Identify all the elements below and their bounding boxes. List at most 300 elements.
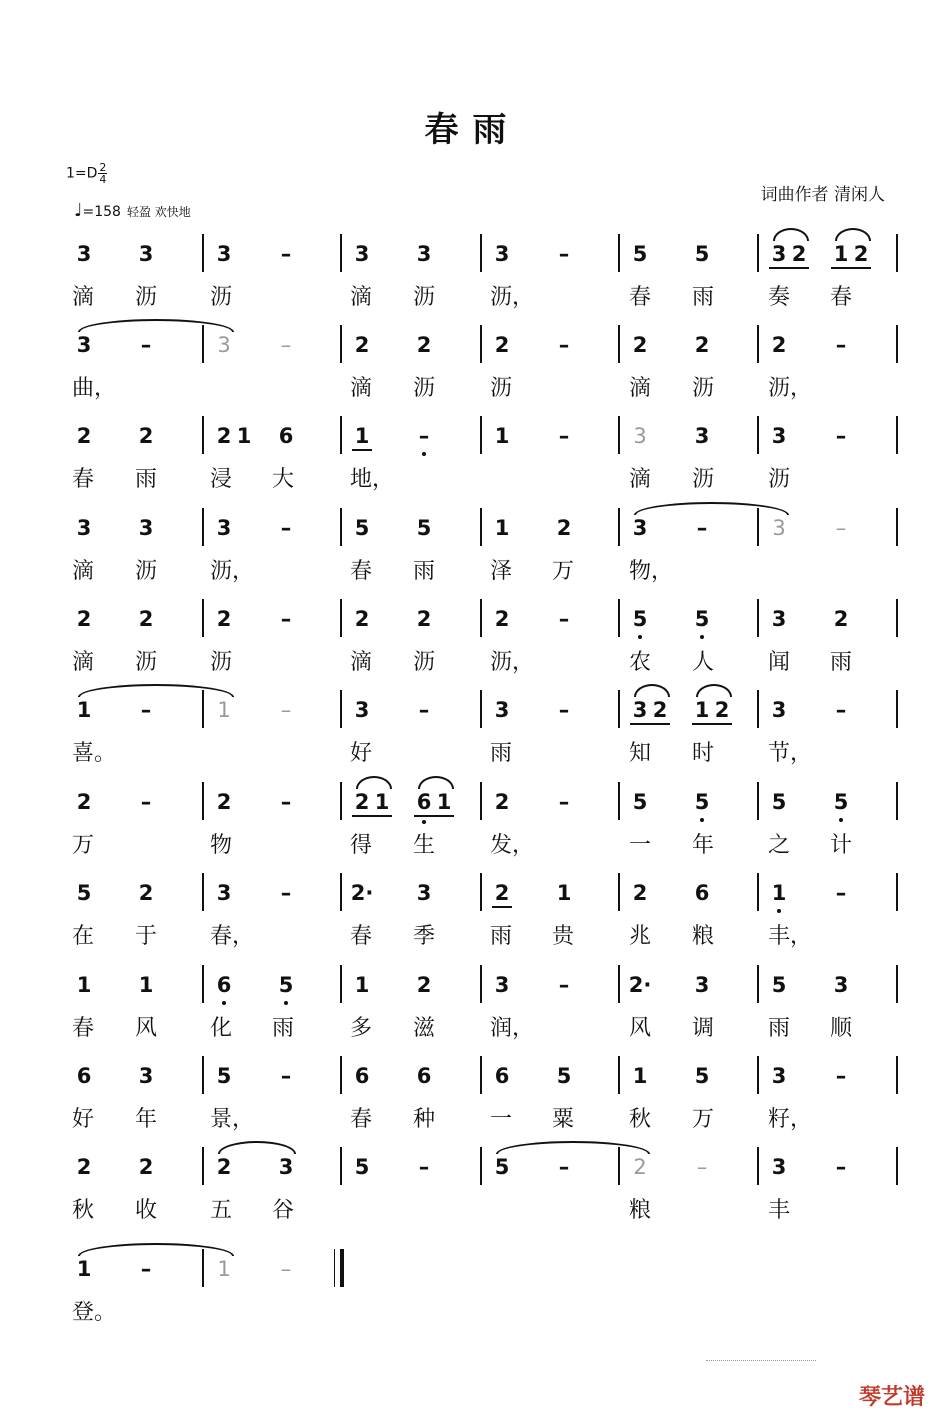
barline: [340, 873, 342, 911]
note: –: [558, 698, 570, 722]
note: 2: [76, 424, 92, 448]
barline: [618, 599, 620, 637]
lyric: 大: [272, 467, 295, 492]
note: 3: [138, 1064, 154, 1088]
note: 2: [633, 1155, 647, 1179]
barline: [480, 416, 482, 454]
lyric: 调: [692, 1016, 715, 1041]
note: 3: [626, 698, 654, 722]
barline: [896, 508, 898, 546]
note: 2: [76, 1155, 92, 1179]
note: –: [140, 698, 152, 722]
note: 5: [216, 1064, 232, 1088]
low-octave-dot: [422, 452, 426, 456]
note: 2: [847, 242, 875, 266]
barline: [896, 1056, 898, 1094]
barline: [202, 416, 204, 454]
lyric: 发，: [490, 833, 535, 858]
note: 2: [833, 607, 849, 631]
note: 2: [646, 698, 674, 722]
note: –: [558, 242, 570, 266]
note: 5: [694, 242, 710, 266]
note: 2: [138, 424, 154, 448]
note: –: [835, 881, 847, 905]
lyric: 得: [350, 833, 373, 858]
barline: [202, 1147, 204, 1185]
note: 3: [76, 242, 92, 266]
lyric: 节，: [768, 741, 813, 766]
note: –: [835, 333, 847, 357]
lyric: 滴: [629, 376, 652, 401]
barline: [896, 416, 898, 454]
lyric: 滴: [629, 467, 652, 492]
note: –: [835, 1064, 847, 1088]
note: –: [558, 790, 570, 814]
note: –: [835, 424, 847, 448]
lyric: 春: [830, 285, 853, 310]
note: 1: [688, 698, 716, 722]
note: 2: [494, 607, 510, 631]
note: 2·: [350, 881, 374, 905]
lyric: 滴: [350, 285, 373, 310]
lyric: 生: [413, 833, 436, 858]
note: 2: [771, 333, 787, 357]
key-signature: [66, 162, 107, 185]
note: 3: [278, 1155, 294, 1179]
final-barline: [340, 1249, 344, 1287]
barline: [480, 782, 482, 820]
note: 3: [771, 1155, 787, 1179]
note: –: [280, 607, 292, 631]
lyric: 雨: [135, 467, 158, 492]
lyric: 沥: [413, 650, 436, 675]
barline: [480, 1147, 482, 1185]
note: 3: [354, 698, 370, 722]
lyric: 丰: [768, 1198, 791, 1223]
note: –: [558, 1155, 570, 1179]
lyric: 雨: [413, 559, 436, 584]
note: 3: [833, 973, 849, 997]
lyric: 知: [629, 741, 652, 766]
note: 3: [494, 698, 510, 722]
lyric: 雨: [490, 741, 513, 766]
note: 6: [694, 881, 710, 905]
note: 2: [708, 698, 736, 722]
barline: [480, 325, 482, 363]
note: 2: [354, 607, 370, 631]
lyric: 顺: [830, 1016, 853, 1041]
note: 3: [632, 516, 648, 540]
lyric: 春: [350, 559, 373, 584]
lyric: 时: [692, 741, 715, 766]
lyric: 一: [490, 1107, 513, 1132]
note: 1: [217, 698, 231, 722]
note: –: [418, 1155, 430, 1179]
barline: [896, 690, 898, 728]
lyric: 兆: [629, 924, 652, 949]
lyric: 五: [210, 1198, 233, 1223]
note: 2: [416, 607, 432, 631]
note: 6: [278, 424, 294, 448]
lyric: 雨: [830, 650, 853, 675]
composer-credit: 词曲作者 清闲人: [760, 185, 885, 205]
note: 2: [216, 424, 232, 448]
lyric: 沥: [413, 285, 436, 310]
note: –: [558, 333, 570, 357]
note: 3: [494, 973, 510, 997]
low-octave-dot: [422, 820, 426, 824]
note: 2: [416, 333, 432, 357]
barline: [757, 965, 759, 1003]
note: 2: [216, 607, 232, 631]
note: 5: [833, 790, 849, 814]
note: 2: [348, 790, 376, 814]
barline: [757, 873, 759, 911]
note: –: [696, 516, 708, 540]
lyric: 贵: [552, 924, 575, 949]
barline: [896, 782, 898, 820]
lyric: 滴: [72, 285, 95, 310]
time-bottom: 4: [99, 173, 107, 186]
lyric: 粮: [629, 1198, 652, 1223]
note: 5: [694, 790, 710, 814]
score-line: [0, 881, 945, 971]
barline: [896, 873, 898, 911]
lyric: 春: [350, 924, 373, 949]
barline: [480, 234, 482, 272]
barline: [618, 690, 620, 728]
lyric: 春: [72, 1016, 95, 1041]
barline: [480, 1056, 482, 1094]
note: 3: [772, 516, 786, 540]
barline: [480, 873, 482, 911]
note: –: [835, 1155, 847, 1179]
lyric: 沥: [692, 467, 715, 492]
lyric: 滴: [72, 650, 95, 675]
note: 1: [494, 424, 510, 448]
barline: [340, 325, 342, 363]
quarter-note-icon: ♩: [74, 200, 83, 221]
lyric: 登。: [72, 1300, 117, 1325]
lyric: 沥，: [768, 376, 813, 401]
note: 3: [354, 242, 370, 266]
note: 3: [694, 424, 710, 448]
note: 3: [771, 424, 787, 448]
note: 5: [632, 607, 648, 631]
barline: [340, 508, 342, 546]
note: –: [696, 1155, 708, 1179]
score-line: [0, 333, 945, 423]
lyric: 春: [629, 285, 652, 310]
note: 3: [765, 242, 793, 266]
note: 3: [138, 242, 154, 266]
barline: [202, 873, 204, 911]
barline: [340, 416, 342, 454]
barline: [618, 325, 620, 363]
tempo-marking: [74, 200, 191, 221]
note: 1: [217, 1257, 231, 1281]
barline: [757, 1056, 759, 1094]
note: 1: [494, 516, 510, 540]
lyric: 收: [135, 1198, 158, 1223]
tie-slur: [835, 228, 871, 241]
barline: [340, 599, 342, 637]
note: 5: [556, 1064, 572, 1088]
barline: [340, 690, 342, 728]
note: 3: [416, 881, 432, 905]
time-signature: [98, 162, 107, 185]
note: 2: [138, 1155, 154, 1179]
note: 1: [348, 424, 376, 448]
barline: [757, 1147, 759, 1185]
note: 2: [694, 333, 710, 357]
barline: [896, 599, 898, 637]
note: 3: [633, 424, 647, 448]
lyric: 沥: [768, 467, 791, 492]
note: 2: [632, 333, 648, 357]
lyric: 曲，: [72, 376, 117, 401]
note: 3: [771, 1064, 787, 1088]
note: –: [280, 1257, 292, 1281]
note: 3: [416, 242, 432, 266]
lyric: 万: [552, 559, 575, 584]
lyric: 雨: [768, 1016, 791, 1041]
note: 3: [771, 698, 787, 722]
lyric: 年: [692, 833, 715, 858]
note: –: [558, 424, 570, 448]
score-line: [0, 698, 945, 788]
barline: [757, 782, 759, 820]
lyric: 籽，: [768, 1107, 813, 1132]
barline: [480, 508, 482, 546]
barline: [340, 965, 342, 1003]
note: 6: [494, 1064, 510, 1088]
score-line: [0, 790, 945, 880]
barline: [896, 325, 898, 363]
note: 5: [632, 242, 648, 266]
lyric: 人: [692, 650, 715, 675]
barline: [340, 1147, 342, 1185]
note: 1: [76, 973, 92, 997]
barline: [202, 234, 204, 272]
time-top: 2: [99, 161, 107, 174]
note: 5: [278, 973, 294, 997]
note: 3: [138, 516, 154, 540]
lyric: 谷: [272, 1198, 295, 1223]
page-title: 春雨: [424, 110, 521, 150]
low-octave-dot: [839, 818, 843, 822]
note: –: [835, 516, 847, 540]
lyric: 景，: [210, 1107, 255, 1132]
note: 2: [494, 790, 510, 814]
lyric: 沥: [210, 285, 233, 310]
lyric: 于: [135, 924, 158, 949]
barline: [480, 965, 482, 1003]
note: 1: [354, 973, 370, 997]
note: 5: [694, 1064, 710, 1088]
low-octave-dot: [638, 635, 642, 639]
watermark-logo: 琴艺谱: [858, 1385, 925, 1410]
note: –: [140, 1257, 152, 1281]
low-octave-dot: [700, 818, 704, 822]
note: 2: [785, 242, 813, 266]
note: 5: [694, 607, 710, 631]
lyric: 之: [768, 833, 791, 858]
lyric: 万: [692, 1107, 715, 1132]
note: 5: [354, 1155, 370, 1179]
lyric: 沥: [490, 376, 513, 401]
lyric: 沥，: [490, 650, 535, 675]
footer-divider: [706, 1360, 816, 1361]
lyric: 雨: [272, 1016, 295, 1041]
lyric: 万: [72, 833, 95, 858]
note: 6: [216, 973, 232, 997]
note: –: [558, 607, 570, 631]
barline: [340, 234, 342, 272]
note: 2: [632, 881, 648, 905]
barline: [202, 782, 204, 820]
lyric: 春，: [210, 924, 255, 949]
score-line: [0, 1064, 945, 1154]
barline: [340, 782, 342, 820]
note: 3: [694, 973, 710, 997]
lyric: 粮: [692, 924, 715, 949]
note: –: [558, 973, 570, 997]
note: 6: [410, 790, 438, 814]
lyric: 滴: [350, 650, 373, 675]
note: 5: [76, 881, 92, 905]
note: 3: [76, 333, 92, 357]
note: 1: [430, 790, 458, 814]
note: 2: [354, 333, 370, 357]
barline: [202, 508, 204, 546]
lyric: 农: [629, 650, 652, 675]
low-octave-dot: [700, 635, 704, 639]
lyric: 雨: [692, 285, 715, 310]
note: 1: [76, 698, 92, 722]
note: 2: [216, 1155, 232, 1179]
note: 5: [771, 790, 787, 814]
note: 2: [76, 790, 92, 814]
note: 5: [494, 1155, 510, 1179]
lyric: 春: [350, 1107, 373, 1132]
barline: [480, 599, 482, 637]
note: 1: [138, 973, 154, 997]
barline: [618, 416, 620, 454]
lyric: 泽: [490, 559, 513, 584]
barline: [340, 1056, 342, 1094]
lyric: 雨: [490, 924, 513, 949]
note: 2: [138, 607, 154, 631]
lyric: 沥: [135, 285, 158, 310]
barline: [202, 965, 204, 1003]
barline: [757, 690, 759, 728]
note: 6: [76, 1064, 92, 1088]
lyric: 年: [135, 1107, 158, 1132]
note: –: [280, 333, 292, 357]
barline: [896, 965, 898, 1003]
barline: [618, 873, 620, 911]
barline: [757, 599, 759, 637]
barline: [618, 234, 620, 272]
barline: [202, 599, 204, 637]
lyric: 种: [413, 1107, 436, 1132]
note: 3: [217, 333, 231, 357]
note: –: [280, 790, 292, 814]
lyric: 沥: [135, 559, 158, 584]
note: 1: [368, 790, 396, 814]
lyric: 浸: [210, 467, 233, 492]
note: 3: [494, 242, 510, 266]
note: 6: [354, 1064, 370, 1088]
lyric: 闻: [768, 650, 791, 675]
note: –: [280, 516, 292, 540]
lyric: 滋: [413, 1016, 436, 1041]
barline: [896, 234, 898, 272]
note: 5: [771, 973, 787, 997]
barline: [618, 782, 620, 820]
lyric: 沥，: [490, 285, 535, 310]
lyric: 沥，: [210, 559, 255, 584]
note: 2·: [628, 973, 652, 997]
note: 2: [416, 973, 432, 997]
note: 6: [416, 1064, 432, 1088]
note: 1: [236, 424, 252, 448]
lyric: 在: [72, 924, 95, 949]
note: 3: [216, 242, 232, 266]
note: 2: [138, 881, 154, 905]
lyric: 化: [210, 1016, 233, 1041]
lyric: 滴: [72, 559, 95, 584]
low-octave-dot: [777, 909, 781, 913]
barline: [757, 416, 759, 454]
lyric: 风: [629, 1016, 652, 1041]
note: –: [280, 881, 292, 905]
tie-slur: [773, 228, 809, 241]
key-label: 1=D: [66, 165, 98, 182]
lyric: 粟: [552, 1107, 575, 1132]
lyric: 好: [350, 741, 373, 766]
lyric: 秋: [72, 1198, 95, 1223]
note: –: [835, 698, 847, 722]
lyric: 滴: [350, 376, 373, 401]
barline: [618, 965, 620, 1003]
barline: [757, 325, 759, 363]
lyric: 一: [629, 833, 652, 858]
lyric: 喜。: [72, 741, 117, 766]
score-line: [0, 516, 945, 606]
note: 3: [216, 881, 232, 905]
note: 1: [556, 881, 572, 905]
lyric: 秋: [629, 1107, 652, 1132]
lyric: 季: [413, 924, 436, 949]
note: 2: [76, 607, 92, 631]
lyric: 物，: [629, 559, 674, 584]
note: 1: [632, 1064, 648, 1088]
lyric: 春: [72, 467, 95, 492]
score-line: [0, 973, 945, 1063]
lyric: 多: [350, 1016, 373, 1041]
tempo-value: =158: [82, 204, 121, 220]
note: 5: [632, 790, 648, 814]
note: –: [280, 698, 292, 722]
barline: [618, 1056, 620, 1094]
lyric: 沥: [135, 650, 158, 675]
lyric: 沥: [692, 376, 715, 401]
barline: [757, 234, 759, 272]
score-line: [0, 1155, 945, 1245]
note: 3: [771, 607, 787, 631]
